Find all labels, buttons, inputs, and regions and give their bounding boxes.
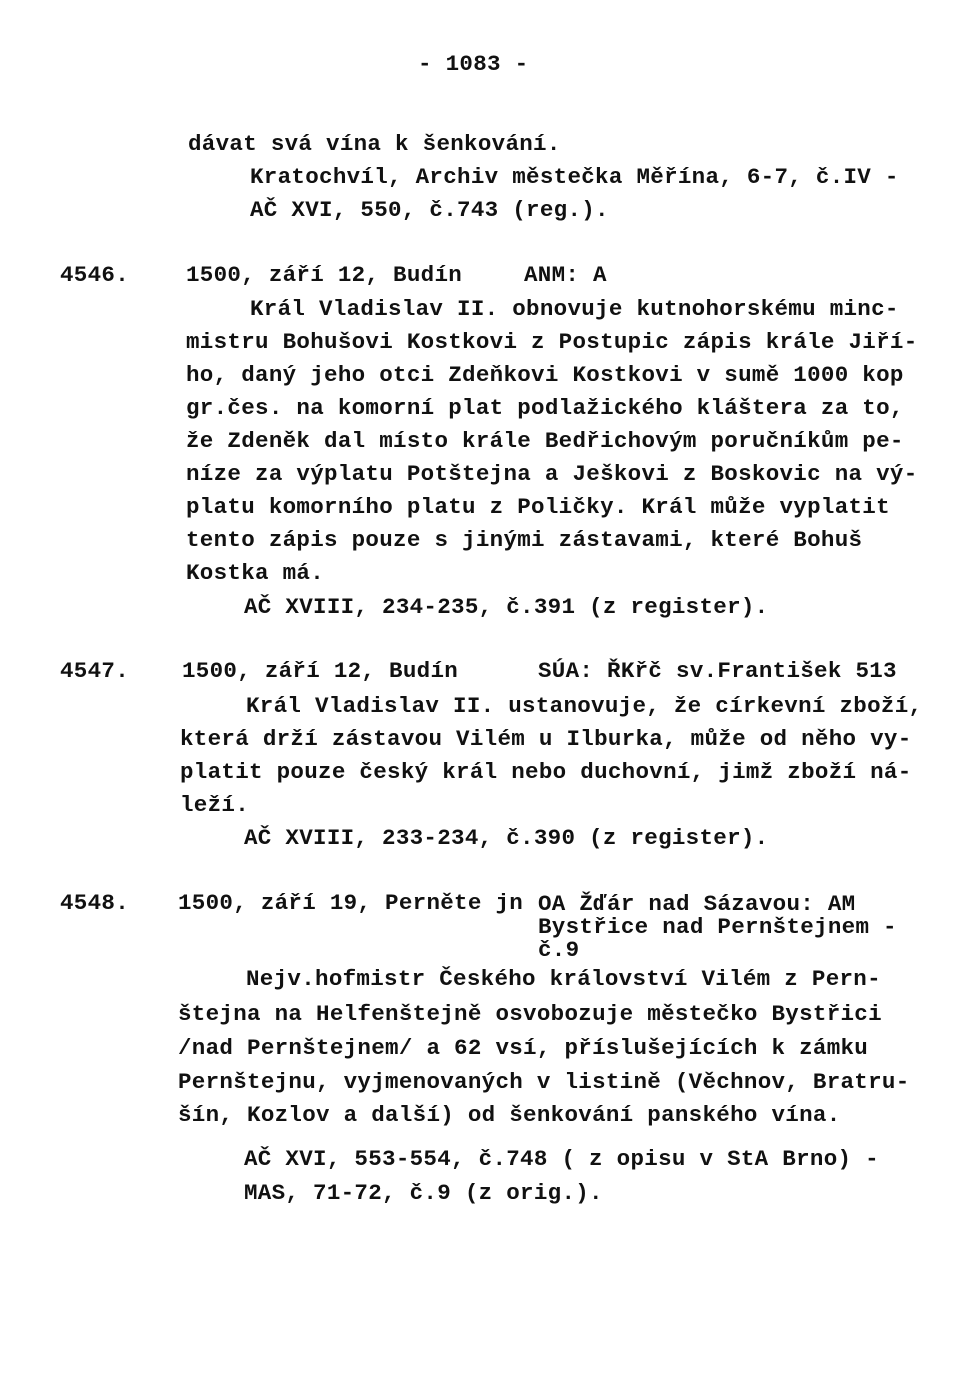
entry-archive: Bystřice nad Pernštejnem -	[538, 914, 897, 940]
entry-text-line: která drží zástavou Vilém u Ilburka, může od něho vy-	[180, 726, 912, 752]
continuation-text-line: dávat svá vína k šenkování.	[188, 131, 561, 157]
entry-text-line: /nad Pernštejnem/ a 62 vsí, příslušejících k zámku	[178, 1035, 869, 1061]
entry-text-line: platit pouze český král nebo duchovní, jimž zboží ná-	[180, 759, 912, 785]
entry-text-line: že Zdeněk dal místo krále Bedřichovým poručníkům pe-	[186, 428, 904, 454]
entry-source: MAS, 71-72, č.9 (z orig.).	[244, 1180, 603, 1206]
entry-source: AČ XVIII, 234-235, č.391 (z register).	[244, 594, 769, 620]
entry-text-line: Nejv.hofmistr Českého království Vilém z Pern-	[246, 966, 881, 992]
entry-header: 1500, září 19, Perněte jn	[178, 890, 524, 916]
entry-text-line: gr.čes. na komorní plat podlažického kláštera za to,	[186, 395, 904, 421]
entry-header: 1500, září 12, Budín	[186, 262, 463, 288]
entry-archive: ANM: A	[524, 262, 607, 288]
entry-source: AČ XVIII, 233-234, č.390 (z register).	[244, 825, 769, 851]
entry-header: 1500, září 12, Budín	[182, 658, 459, 684]
entry-archive: č.9	[538, 937, 580, 963]
entry-text-line: ho, daný jeho otci Zdeňkovi Kostkovi v sumě 1000 kop	[186, 362, 904, 388]
entry-number: 4546.	[60, 262, 130, 288]
continuation-source-line: AČ XVI, 550, č.743 (reg.).	[250, 197, 609, 223]
entry-text-line: šín, Kozlov a další) od šenkování panského vína.	[178, 1102, 841, 1128]
entry-source: AČ XVI, 553-554, č.748 ( z opisu v StA Brno) -	[244, 1146, 879, 1172]
entry-text-line: Král Vladislav II. ustanovuje, že církevní zboží,	[246, 693, 923, 719]
entry-text-line: tento zápis pouze s jinými zástavami, které Bohuš	[186, 527, 863, 553]
entry-archive: OA Žďár nad Sázavou: AM	[538, 891, 856, 917]
entry-text-line: platu komorního platu z Poličky. Král může vyplatit	[186, 494, 890, 520]
entry-text-line: níze za výplatu Potštejna a Ješkovi z Boskovic na vý-	[186, 461, 918, 487]
entry-text-line: Král Vladislav II. obnovuje kutnohorskému minc-	[250, 296, 899, 322]
continuation-source-line: Kratochvíl, Archiv městečka Měřína, 6-7, č.IV -	[250, 164, 899, 190]
entry-archive: SÚA: ŘKřč sv.František 513	[538, 658, 897, 684]
entry-text-line: Pernštejnu, vyjmenovaných v listině (Věchnov, Bratru-	[178, 1069, 910, 1095]
entry-text-line: štejna na Helfenštejně osvobozuje městečko Bystřici	[178, 1001, 882, 1027]
entry-text-line: mistru Bohušovi Kostkovi z Postupic zápis krále Jiří-	[186, 329, 918, 355]
page-number: - 1083 -	[418, 51, 529, 77]
entry-text-line: leží.	[180, 792, 250, 818]
entry-text-line: Kostka má.	[186, 560, 325, 586]
entry-number: 4547.	[60, 658, 130, 684]
entry-number: 4548.	[60, 890, 130, 916]
